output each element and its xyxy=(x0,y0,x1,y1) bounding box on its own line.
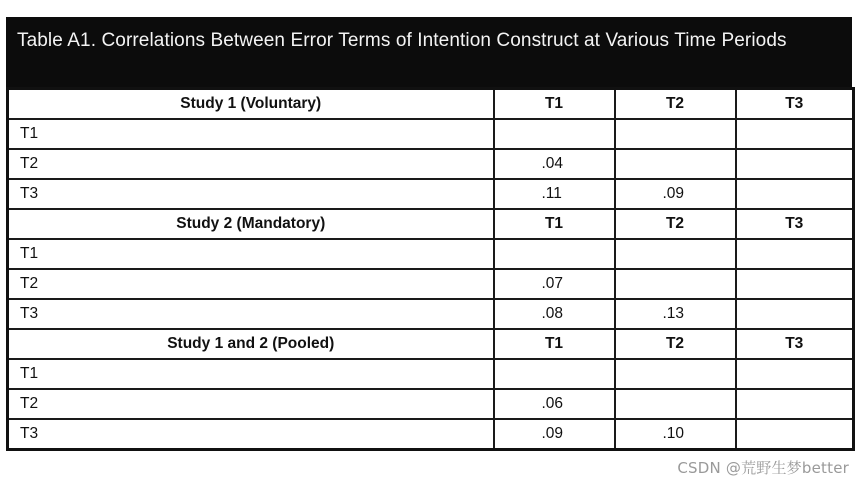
cell-value xyxy=(615,359,736,389)
section-header-row xyxy=(8,209,854,239)
row-label: T3 xyxy=(8,299,494,329)
section-title: Study 1 (Voluntary) xyxy=(8,89,494,120)
correlation-table xyxy=(6,87,855,451)
cell-value xyxy=(736,419,854,450)
cell-value xyxy=(494,119,615,149)
correlation-table-figure xyxy=(6,17,852,451)
cell-value: .09 xyxy=(615,179,736,209)
cell-value xyxy=(494,239,615,269)
cell-value: .04 xyxy=(494,149,615,179)
section-header-row xyxy=(8,329,854,359)
table-row xyxy=(8,389,854,419)
cell-value: .09 xyxy=(494,419,615,450)
table-title: Table A1. Correlations Between Error Terms of Intention Construct at Various Time Periods xyxy=(6,17,852,87)
cell-value: .10 xyxy=(615,419,736,450)
column-header: T3 xyxy=(736,209,854,239)
cell-value xyxy=(736,239,854,269)
row-label: T2 xyxy=(8,389,494,419)
cell-value: .13 xyxy=(615,299,736,329)
section-title: Study 2 (Mandatory) xyxy=(8,209,494,239)
table-row xyxy=(8,149,854,179)
watermark-text: CSDN @荒野生梦better xyxy=(677,459,849,477)
cell-value: .11 xyxy=(494,179,615,209)
column-header: T3 xyxy=(736,329,854,359)
column-header: T2 xyxy=(615,89,736,120)
table-row xyxy=(8,359,854,389)
cell-value xyxy=(736,119,854,149)
cell-value xyxy=(736,299,854,329)
row-label: T3 xyxy=(8,419,494,450)
column-header: T2 xyxy=(615,329,736,359)
cell-value xyxy=(615,269,736,299)
cell-value: .06 xyxy=(494,389,615,419)
row-label: T2 xyxy=(8,149,494,179)
section-title: Study 1 and 2 (Pooled) xyxy=(8,329,494,359)
cell-value: .07 xyxy=(494,269,615,299)
column-header: T1 xyxy=(494,89,615,120)
cell-value xyxy=(494,359,615,389)
row-label: T1 xyxy=(8,239,494,269)
section-header-row xyxy=(8,89,854,120)
cell-value xyxy=(736,389,854,419)
cell-value xyxy=(736,149,854,179)
column-header: T1 xyxy=(494,209,615,239)
row-label: T2 xyxy=(8,269,494,299)
column-header: T1 xyxy=(494,329,615,359)
cell-value xyxy=(615,149,736,179)
cell-value: .08 xyxy=(494,299,615,329)
cell-value xyxy=(615,119,736,149)
table-row xyxy=(8,119,854,149)
table-row xyxy=(8,269,854,299)
cell-value xyxy=(736,269,854,299)
cell-value xyxy=(615,239,736,269)
table-row xyxy=(8,179,854,209)
cell-value xyxy=(615,389,736,419)
column-header: T2 xyxy=(615,209,736,239)
table-row xyxy=(8,299,854,329)
table-row xyxy=(8,239,854,269)
column-header: T3 xyxy=(736,89,854,120)
cell-value xyxy=(736,359,854,389)
row-label: T1 xyxy=(8,359,494,389)
row-label: T1 xyxy=(8,119,494,149)
table-row xyxy=(8,419,854,450)
cell-value xyxy=(736,179,854,209)
row-label: T3 xyxy=(8,179,494,209)
